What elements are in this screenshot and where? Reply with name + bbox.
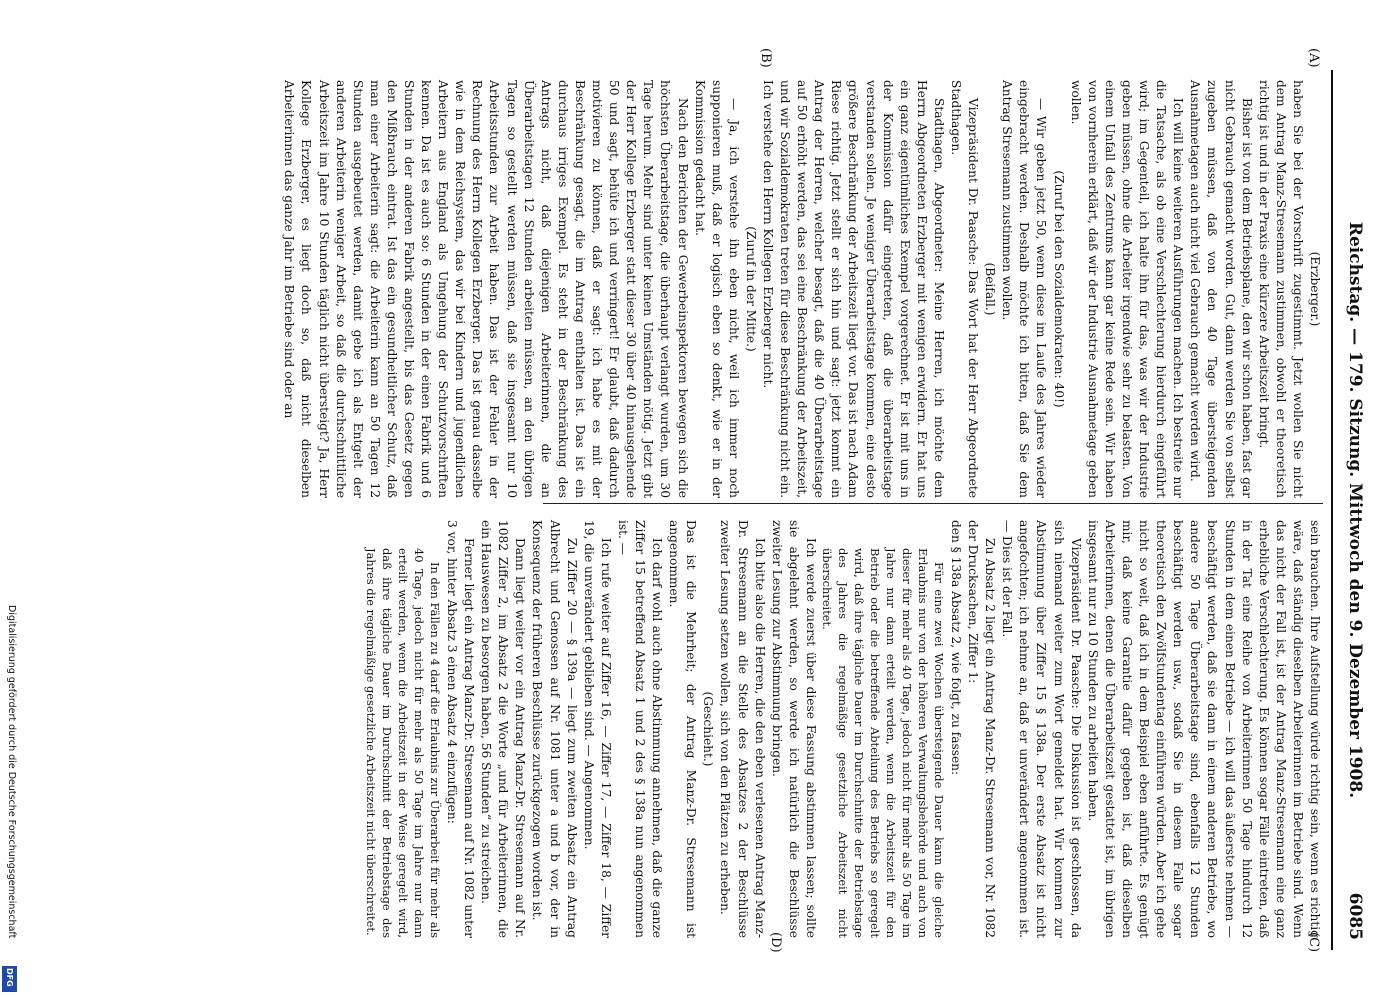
paragraph: (Zuruf in der Mitte.) [743, 226, 758, 352]
paragraph: Ich rufe weiter auf Ziffer 16, — Ziffer 17, — Ziffer 18, — Ziffer 19, die unverändert geblieben sind. — Angenommen. [581, 520, 613, 938]
digitization-credit-text: Digitalisierung gefördert durch die Deutsche Forschungsgemeinschaft [6, 605, 17, 939]
paragraph: (Zuruf bei den Sozialdemokraten: 40!) [1051, 170, 1066, 408]
margin-mark-b: (B) [758, 48, 773, 68]
paragraph: (Erzberger.) [1308, 251, 1322, 327]
paragraph: Vizepräsident Dr. Paasche: Die Diskussion ist geschlossen, da sich niemand weiter zum Wort gemeldet hat. Wir kommen zur Abstimmung über Ziffer 15 § 138a. Der erste Absatz ist nicht angefochten; ich nehme an, daß er unverändert angenommen ist. — Dies ist der Fall. [1000, 520, 1083, 938]
paragraph: Zu Absatz 2 liegt ein Antrag Manz-Dr. Stresemann vor, Nr. 1082 der Drucksachen, Ziffer 1: [966, 520, 998, 938]
page-header [1337, 80, 1365, 940]
paragraph: Ich darf wohl auch ohne Abstimmung annehmen, daß die ganze Ziffer 15 betreffend Absatz 1 und 2 des § 138a nun angenommen ist. — [615, 520, 665, 938]
paragraph: haben Sie bei der Vorschrift zugestimmt. Jetzt wollen Sie nicht dem Antrag Manz-Stresemann zustimmen, obwohl er theoretisch richtig ist und in der Praxis eine kürzere Arbeitszeit bringt. [1256, 80, 1305, 498]
digitization-credit [4, 605, 18, 997]
page-number: 6085 [1345, 892, 1365, 940]
paragraph: Zu Ziffer 20 — § 139a — liegt zum zweiten Absatz ein Antrag Albrecht und Genossen auf Nr. 1081 unter a und b vor, der in Konsequenz der früheren Beschlüsse zurückgezogen worden ist. [530, 520, 579, 938]
dfg-logo-text: DFG [5, 968, 14, 987]
paragraph: (Geschieht.) [701, 691, 716, 767]
paragraph: Ich werde zuerst über diese Fassung abstimmen lassen; sollte sie abgelehnt werden, so werde ich natürlich die Beschlüsse zweiter Lesung zur Abstimmung bringen. [769, 520, 818, 938]
paragraph: Stadthagen, Abgeordneter: Meine Herren, ich möchte dem Herrn Abgeordneten Erzberger mit wenigen erwidern. Er hat uns ein ganz eigentümliches Exempel vorgerechnet. Er ist mit uns in der Kommission dafür eingetreten, daß die überarbeitstage verstanden sollen. Je weniger Überarbeitstage kommen, eine desto größere Beschränkung der Arbeitszeit liegt vor. Das ist nach Adam Riese richtig. Jetzt stellt er sich hin und sagt: jetzt kommt ein Antrag der Herren, welcher besagt, daß die 40 Überarbeitstage auf 50 erhöht werden, das sei eine Beschränkung der Arbeitszeit, und wir Sozialdemokraten treten für diese Beschränkung nicht ein. Ich verstehe den Herrn Kollegen Erzberger nicht. [761, 80, 946, 498]
running-head: Reichstag. — 179. Sitzung. Mittwoch den 9. Dezember 1908. [1345, 221, 1365, 799]
left-column [280, 80, 1323, 498]
margin-mark-d: (D) [768, 932, 783, 953]
paragraph: Nach den Berichten der Gewerbeinspektoren bewegen sich die höchsten Überarbeitstage, die überhaupt verlangt wurden, um 30 Tage herum. Mehr sind unter keinen Umständen nötig. Jetzt gibt der Herr Kollege Erzberger statt dieser 30 über 40 hinausgehende 50 und sagt, behüte ich und verringert! Er glaubt, daß dadurch motivieren zu können, daß er sagt: ich habe es mit der Beschränkung gesagt, die im Antrag enthalten ist. Das ist ein durchaus irriges Exempel. Es steht in der Beschränkung des Antrags nicht, daß diejenigen Arbeiterinnen, die an Überarbeitstagen 12 Stunden arbeiten müssen, an den übrigen Tagen so gestellt werden müssen, daß sie insgesamt nur 10 Arbeitsstunden zur Arbeit haben. Das ist der Fehler in der Rechnung des Herrn Kollegen Erzberger. Das ist genau dasselbe wie in dem Reichsystem, das wir bei Kindern und jugendlichen Arbeitern aus England als Umgehung der Schutzvorschriften kennen. Da ist es auch so: 6 Stunden in der einen Fabrik und 6 Stunden in der anderen Fabrik angestellt, bis das Gesetz gegen den Mißbrauch eintrat. Ist das ein gesundheitlicher Schutz, daß man einer Arbeiterin sagt: die Arbeiterin kann an 50 Tagen 12 Stunden ausgebeutet werden, damit gebe ich als Entgelt der anderen Arbeiterin weniger Arbeit, so daß die durchschnittliche Arbeitszeit im Jahre 10 Stunden täglich nicht übersteigt? Ja, Herr Kollege Erzberger, es liegt doch so, daß nicht dieselben Arbeiterinnen das ganze Jahr im Betriebe sind oder an [282, 80, 690, 498]
paragraph: Ferner liegt ein Antrag Manz-Dr. Stresemann auf Nr. 1082 unter 3 vor, hinter Absatz 3 einen Absatz 4 einzufügen: [444, 520, 477, 938]
paragraph: Vizepräsident Dr. Paasche: Das Wort hat der Herr Abgeordnete Stadthagen. [949, 80, 981, 498]
paragraph: In den Fällen zu 4 darf die Erlaubnis zur Überarbeit für mehr als 40 Tage, jedoch nicht für mehr als 50 Tage im Jahre nur dann erteilt werden, wenn die Arbeitszeit in der Weise geregelt wird, daß ihre tägliche Dauer im Durchschnitt der Betriebstage des Jahres die regelmäßige gesetzliche Arbeitszeit nicht überschreitet. [363, 548, 442, 938]
paragraph: — Wir geben jetzt 50, wenn diese im Laufe des Jahres wieder eingebracht werden. Deshalb möchte ich bitten, daß Sie dem Antrag Stresemann zustimmen wollen. [1000, 80, 1049, 498]
paragraph: Ich will keine weiteren Ausführungen machen. Ich bestreite nur die Tatsache, als ob eine Verschlechterung hierdurch eingeführt wird; im Gegenteil, ich halte ihn für das, was wir der Industrie geben müssen, ohne die Arbeiter irgendwie sehr zu belasten. Von einem Unfall des Zentrums kann gar keine Rede sein. Wir haben von vornherein erklärt, daß wir der Industrie Ausnahmetage geben wollen. [1068, 80, 1186, 498]
paragraph: den § 138a Absatz 2, wie folgt, zu fassen: [949, 520, 964, 776]
paragraph: sein brauchen. Ihre Aufstellung würde richtig sein, wenn es richtig wäre, daß ständig dieselben Arbeiterinnen im Betriebe sind. Wenn das nicht der Fall ist, ist der Antrag Manz-Stresemann eine ganz erhebliche Verschlechterung. Es können sogar Fälle eintreten, daß in der Tat eine Reihe von Arbeiterinnen 50 Tage hindurch 12 Stunden in dem einen Betriebe — ich will das äußerste nehmen — beschäftigt werden, daß sie dann in einem anderen Betriebe, wo andere 50 Tage Überarbeitstage sind, ebenfalls 12 Stunden beschäftigt werden usw., sodaß Sie in diesem Falle sogar theoretisch den Zwölfstundentag einführen würden. Aber ich gehe nicht so weit, daß ich in dem Beispiel eben anführte. Es genügt mir, daß keine Garantie dafür gegeben ist, daß dieselben Arbeiterinnen, denen die Überarbeitszeit gestattet ist, im übrigen insgesamt nur zu 10 Stunden zu arbeiten haben. [1085, 520, 1322, 938]
paragraph: Das ist die Mehrheit; der Antrag Manz-Dr. Stresemann ist angenommen. [667, 520, 699, 938]
paragraph: (Beifall.) [983, 262, 998, 316]
column-divider [543, 503, 1323, 504]
paragraph: Dann liegt weiter vor ein Antrag Manz-Dr. Stresemann auf Nr. 1082 Ziffer 2, im Absatz 2 die Worte „und für Arbeiterinnen, die ein Hauswesen zu besorgen haben, 56 Stunden“ zu streichen. [479, 520, 528, 938]
dfg-logo [2, 966, 17, 992]
paragraph: Für eine zwei Wochen übersteigende Dauer kann die gleiche Erlaubnis nur von der höheren Verwaltungsbehörde und auch von dieser für mehr als 40 Tage, jedoch nicht für mehr als 50 Tage im Jahre nur dann erteilt werden, wenn die Arbeitszeit für den Betrieb oder die betreffende Abteilung des Betriebs so geregelt wird, daß ihre tägliche Dauer im Durchschnitte der Betriebstage des Jahres die regelmäßige gesetzliche Arbeitszeit nicht überschreitet. [819, 548, 946, 938]
header-rule [1331, 70, 1333, 950]
paragraph: Bisher ist von dem Betriebsplane, den wir schon haben, fast gar nicht Gebrauch gemacht worden. Gut, dann werden Sie von selbst zugeben müssen, daß von den 40 Tage übersteigenden Ausnahmetagen auch nicht viel Gebrauch gemacht werden wird. [1188, 80, 1254, 498]
margin-mark-c: (C) [1306, 932, 1321, 953]
paragraph: — Ja, ich verstehe ihn eben nicht, weil ich immer noch supponieren muß, daß er logisch eben so denkt, wie er in der Kommission gedacht hat. [692, 80, 741, 498]
margin-mark-a: (A) [1306, 48, 1321, 68]
paragraph: Ich bitte also die Herren, die den eben verlesenen Antrag Manz-Dr. Stresemann an die Stelle des Absatzes 2 der Beschlüsse zweiter Lesung setzen wollen, sich von den Plätzen zu erheben. [718, 520, 767, 938]
right-column [363, 520, 1323, 938]
